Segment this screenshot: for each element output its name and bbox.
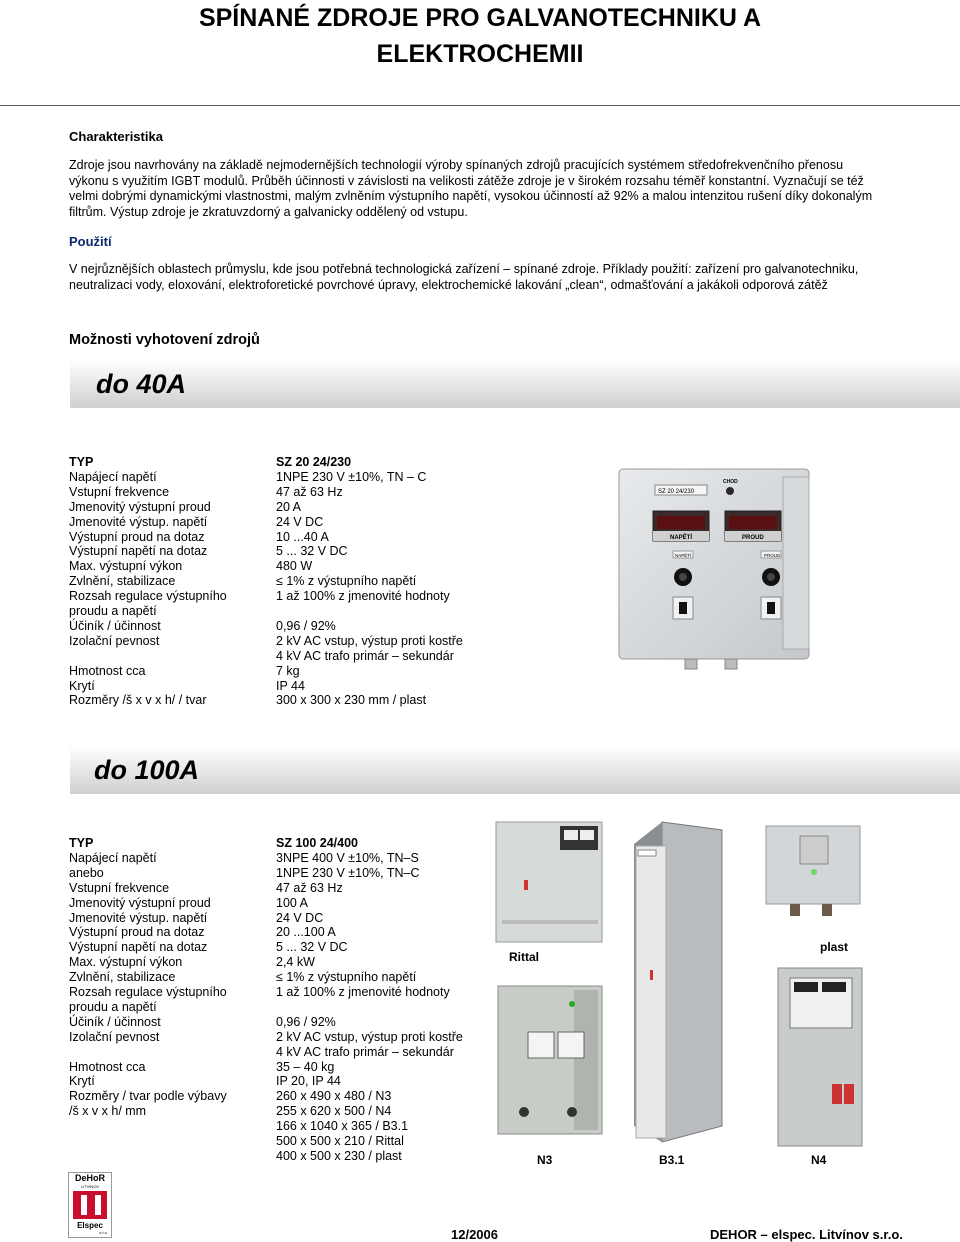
spec-100a-label-8: Max. výstupní výkon: [69, 955, 183, 970]
spec-40a-label-3: Jmenovitý výstupní proud: [69, 499, 211, 514]
usage-line: neutralizaci vody, eloxování, elektroforetické povrchové úpravy, elektrochemické lakování „clean“, odmašťování a jakákoli odporová zátěž: [69, 277, 828, 292]
spec-100a-label-7: Výstupní napětí na dotaz: [69, 940, 208, 955]
company-logo: [68, 1172, 112, 1238]
device-n3-image: [494, 982, 606, 1138]
spec-100a-label-9: Zvlnění, stabilizace: [69, 970, 176, 985]
spec-100a-label-1: Napájecí napětí: [69, 850, 157, 865]
spec-100a-label-15: Hmotnost cca: [69, 1059, 146, 1074]
spec-100a-label-10: Rozsah regulace výstupního: [69, 985, 227, 999]
spec-100a-label-0: TYP: [69, 836, 94, 850]
logo-top-text: DeHoR: [74, 1173, 105, 1183]
logo-mid-text: LITVÍNOV: [80, 1184, 100, 1189]
characteristics-line: filtrům. Výstup zdroje je zkratuvzdorný a galvanicky oddělený od vstupu.: [69, 204, 468, 219]
device-rittal-image: [494, 820, 606, 944]
spec-100a-label-11: proudu a napětí: [69, 999, 157, 1014]
page-title-line-2: ELEKTROCHEMII: [376, 40, 584, 68]
device-plast-image: [760, 822, 866, 928]
device-n4-image: [772, 964, 868, 1150]
spec-40a-label-14: Hmotnost cca: [69, 663, 146, 678]
spec-100a-value-2: 1NPE 230 V ±10%, TN–C: [276, 865, 420, 880]
spec-100a-label-18: /š x v x h/ mm: [69, 1104, 147, 1119]
caption-rittal: Rittal: [509, 950, 539, 964]
spec-40a-label-5: Výstupní proud na dotaz: [69, 529, 205, 544]
options-heading: Možnosti vyhotovení zdrojů: [69, 332, 260, 348]
device-40a-plate: SZ 20 24/230: [658, 489, 695, 495]
spec-100a-label-5: Jmenovité výstup. napětí: [69, 910, 208, 925]
band-100a-label: do 100A: [94, 755, 200, 785]
footer-date: 12/2006: [451, 1227, 498, 1242]
spec-100a-value-20: 500 x 500 x 210 / Rittal: [276, 1134, 404, 1148]
spec-40a-label-9: Rozsah regulace výstupního: [69, 589, 227, 604]
spec-100a-value-0: SZ 100 24/400: [276, 836, 359, 850]
device-40a-image: [615, 467, 815, 675]
caption-plast: plast: [820, 940, 849, 954]
spec-100a-value-9: ≤ 1% z výstupního napětí: [276, 970, 417, 985]
spec-40a-value-7: 480 W: [276, 559, 313, 574]
device-40a-meter-left-label: NAPĚTÍ: [670, 535, 693, 541]
characteristics-line: velmi dobrými dynamickými vlastnostmi, malým zvlněním výstupního napětí, vysokou účinností až 92% a malou intenzitou rušení díky dokonalým: [69, 189, 873, 203]
spec-40a-value-5: 10 ...40 A: [276, 529, 329, 544]
spec-40a-value-16: 300 x 300 x 230 mm / plast: [276, 693, 427, 708]
spec-40a-value-8: ≤ 1% z výstupního napětí: [276, 574, 417, 589]
spec-100a-value-7: 5 ... 32 V DC: [276, 940, 348, 955]
characteristics-text: [69, 158, 899, 220]
spec-100a-value-3: 47 až 63 Hz: [276, 880, 343, 895]
spec-100a-label-16: Krytí: [69, 1074, 95, 1089]
usage-heading: Použití: [69, 234, 112, 249]
spec-100a-label-12: Účiník / účinnost: [69, 1014, 161, 1029]
usage-line: V nejrůznějších oblastech průmyslu, kde jsou potřebná technologická zařízení – spínané zdroje. Příklady použití: zařízení pro galvanotechniku,: [69, 262, 859, 276]
footer-company: DEHOR – elspec. Litvínov s.r.o.: [710, 1227, 903, 1242]
spec-100a-value-4: 100 A: [276, 895, 308, 910]
spec-100a-value-1: 3NPE 400 V ±10%, TN–S: [276, 850, 419, 865]
spec-40a-value-15: IP 44: [276, 678, 305, 693]
characteristics-line: Zdroje jsou navrhovány na základě nejmodernějších technologií výroby spínaných zdrojů pracujících systémem středofrekvenčního přenosu: [69, 158, 844, 172]
band-40a-label: do 40A: [96, 369, 187, 399]
device-40a-meter-right-label: PROUD: [742, 535, 764, 541]
characteristics-line: výkonu s využitím IGBT modulů. Průběh účinnosti v závislosti na velikosti zátěže zdroje je v širokém rozsahu téměř konstantní. Vyznačují se též: [69, 173, 864, 188]
title-divider: [0, 105, 960, 106]
spec-40a-label-4: Jmenovité výstup. napětí: [69, 514, 208, 529]
spec-40a-value-12: 2 kV AC vstup, výstup proti kostře: [276, 633, 463, 648]
device-40a-knob-left-label: NAPĚTÍ: [675, 553, 692, 558]
spec-40a-value-13: 4 kV AC trafo primár – sekundár: [276, 648, 454, 663]
spec-40a-label-1: Napájecí napětí: [69, 469, 157, 484]
characteristics-heading: Charakteristika: [69, 129, 163, 144]
spec-40a-value-0: SZ 20 24/230: [276, 455, 352, 469]
spec-100a-value-5: 24 V DC: [276, 910, 324, 925]
band-40a: [70, 360, 960, 408]
spec-40a-value-2: 47 až 63 Hz: [276, 484, 343, 499]
spec-100a-label-6: Výstupní proud na dotaz: [69, 925, 205, 940]
spec-100a-value-14: 4 kV AC trafo primár – sekundár: [276, 1044, 454, 1059]
logo-bottom-text: Elspec: [77, 1221, 103, 1230]
spec-100a-value-10: 1 až 100% z jmenovité hodnoty: [276, 985, 450, 999]
spec-40a-label-11: Účiník / účinnost: [69, 618, 161, 633]
spec-100a-value-12: 0,96 / 92%: [276, 1014, 336, 1029]
device-b31-image: [622, 820, 730, 1150]
caption-b31: B3.1: [659, 1153, 685, 1167]
spec-40a-value-1: 1NPE 230 V ±10%, TN – C: [276, 469, 427, 484]
spec-40a-value-3: 20 A: [276, 499, 302, 514]
logo-small-text: s.r.o.: [99, 1230, 108, 1235]
spec-40a-label-0: TYP: [69, 455, 94, 469]
spec-100a-value-17: 260 x 490 x 480 / N3: [276, 1089, 392, 1104]
spec-100a-value-6: 20 ...100 A: [276, 925, 336, 940]
spec-40a-label-7: Max. výstupní výkon: [69, 559, 183, 574]
device-40a-knob-right-label: PROUD: [764, 553, 781, 558]
spec-100a-value-13: 2 kV AC vstup, výstup proti kostře: [276, 1029, 463, 1044]
spec-100a-value-16: IP 20, IP 44: [276, 1074, 341, 1089]
spec-100a-value-21: 400 x 500 x 230 / plast: [276, 1148, 402, 1163]
spec-100a-value-8: 2,4 kW: [276, 955, 315, 970]
spec-100a-label-17: Rozměry / tvar podle výbavy: [69, 1089, 227, 1104]
spec-100a-value-18: 255 x 620 x 500 / N4: [276, 1104, 392, 1119]
caption-n4: N4: [811, 1153, 827, 1167]
spec-40a-label-10: proudu a napětí: [69, 604, 157, 618]
spec-100a-value-15: 35 – 40 kg: [276, 1059, 335, 1074]
page-title-line-1: SPÍNANÉ ZDROJE PRO GALVANOTECHNIKU A: [198, 4, 762, 32]
spec-100a-value-19: 166 x 1040 x 365 / B3.1: [276, 1119, 409, 1134]
spec-100a-label-2: anebo: [69, 865, 104, 880]
spec-40a-label-12: Izolační pevnost: [69, 633, 160, 648]
spec-40a-value-9: 1 až 100% z jmenovité hodnoty: [276, 589, 450, 604]
logo-mark: [73, 1191, 107, 1219]
band-100a: [70, 746, 960, 794]
spec-100a-label-4: Jmenovitý výstupní proud: [69, 895, 211, 910]
spec-100a-label-13: Izolační pevnost: [69, 1029, 160, 1044]
device-40a-lamp-label: CHOD: [723, 479, 738, 485]
spec-40a-value-6: 5 ... 32 V DC: [276, 544, 348, 559]
spec-40a-label-16: Rozměry /š x v x h/ / tvar: [69, 693, 207, 708]
spec-40a-label-2: Vstupní frekvence: [69, 484, 170, 499]
usage-text: [69, 262, 899, 293]
spec-40a-value-4: 24 V DC: [276, 514, 324, 529]
spec-40a-label-15: Krytí: [69, 678, 95, 693]
spec-40a-label-6: Výstupní napětí na dotaz: [69, 544, 208, 559]
caption-n3: N3: [537, 1153, 553, 1167]
spec-40a-value-14: 7 kg: [276, 663, 300, 678]
spec-40a-label-8: Zvlnění, stabilizace: [69, 574, 176, 589]
spec-100a-label-3: Vstupní frekvence: [69, 880, 170, 895]
spec-40a-value-11: 0,96 / 92%: [276, 618, 336, 633]
